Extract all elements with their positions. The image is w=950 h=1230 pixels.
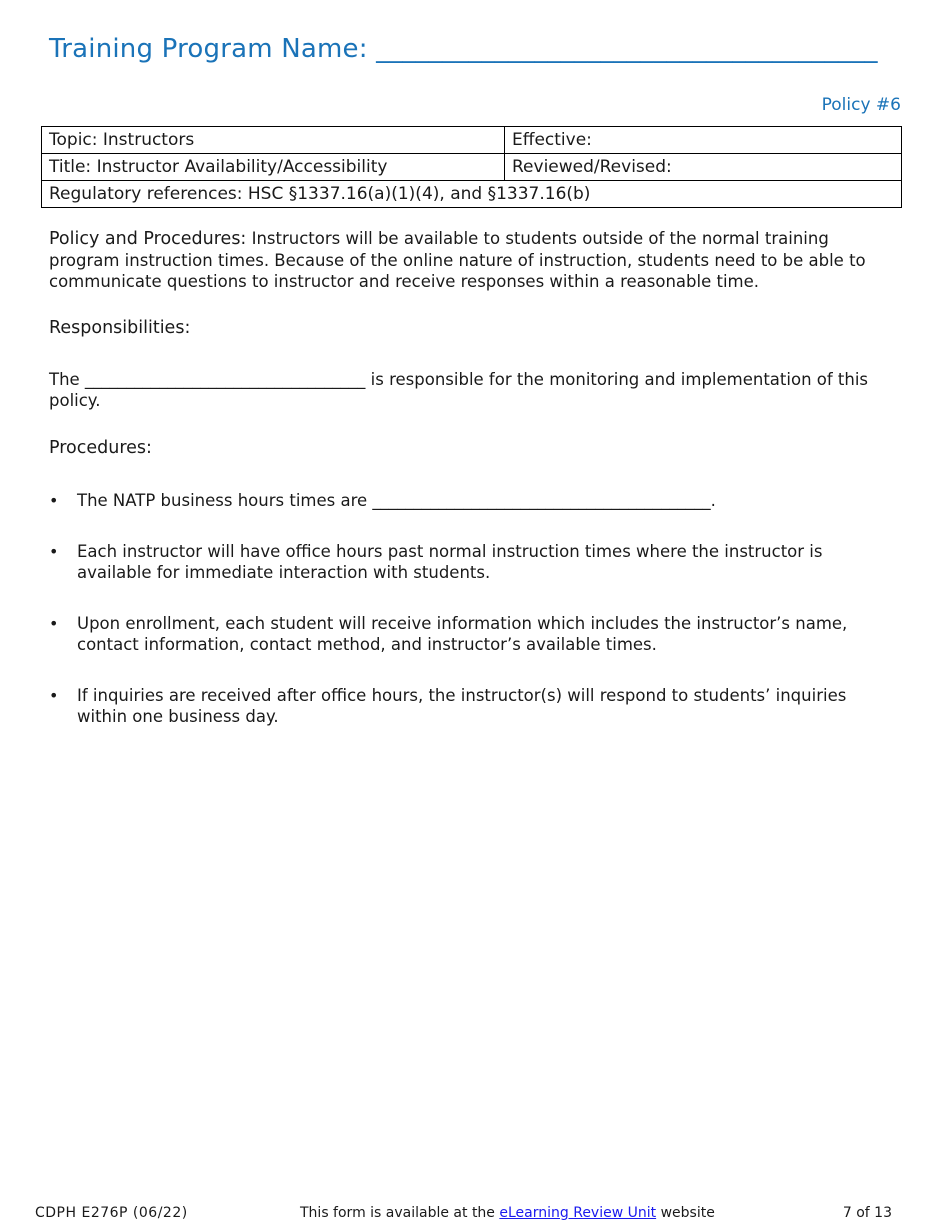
availability-prefix: This form is available at the — [300, 1205, 500, 1221]
bullet-icon: • — [49, 542, 59, 561]
list-item — [49, 613, 849, 655]
reviewed-cell: Reviewed/Revised: — [505, 154, 902, 181]
list-item-text: Upon enrollment, each student will receive information which includes the instructor’s name, contact information, contact method, and instructor’s available times. — [77, 614, 848, 654]
list-item — [49, 541, 849, 583]
page-number: 7 of 13 — [842, 1205, 892, 1221]
form-availability — [300, 1205, 715, 1221]
table-row — [42, 127, 902, 154]
list-item-text: The NATP business hours times are _________________________________________. — [77, 491, 716, 510]
procedures-list — [49, 480, 849, 757]
procedures-heading: Procedures: — [49, 438, 152, 458]
bullet-icon: • — [49, 686, 59, 705]
table-row — [42, 154, 902, 181]
bullet-icon: • — [49, 491, 59, 510]
policy-number: Policy #6 — [821, 95, 901, 115]
regulatory-cell: Regulatory references: HSC §1337.16(a)(1)(4), and §1337.16(b) — [42, 181, 902, 208]
program-name-heading: Training Program Name: ______________________________________ — [49, 34, 878, 64]
bullet-icon: • — [49, 614, 59, 633]
effective-cell: Effective: — [505, 127, 902, 154]
policy-info-table — [41, 126, 902, 208]
title-cell: Title: Instructor Availability/Accessibility — [42, 154, 505, 181]
policy-heading: Policy and Procedures: — [49, 229, 247, 249]
list-item — [49, 685, 849, 727]
responsibilities-heading: Responsibilities: — [49, 318, 191, 338]
list-item-text: Each instructor will have office hours past normal instruction times where the instructor is available for immediate interaction with students. — [77, 542, 823, 582]
list-item — [49, 490, 849, 511]
policy-paragraph — [49, 228, 904, 292]
elearning-review-unit-link[interactable]: eLearning Review Unit — [499, 1205, 657, 1221]
availability-suffix: website — [656, 1205, 715, 1221]
form-id: CDPH E276P (06/22) — [35, 1205, 188, 1221]
table-row — [42, 181, 902, 208]
topic-cell: Topic: Instructors — [42, 127, 505, 154]
policy-text: Instructors will be available to students outside of the normal training program instruction times. Because of the online nature of instruction, students need to be able to communicate questions to instructor and receive responses within a reasonable time. — [49, 229, 866, 291]
responsibilities-text: The __________________________________ is responsible for the monitoring and implementation of this policy. — [49, 370, 869, 410]
list-item-text: If inquiries are received after office hours, the instructor(s) will respond to students’ inquiries within one business day. — [77, 686, 847, 726]
